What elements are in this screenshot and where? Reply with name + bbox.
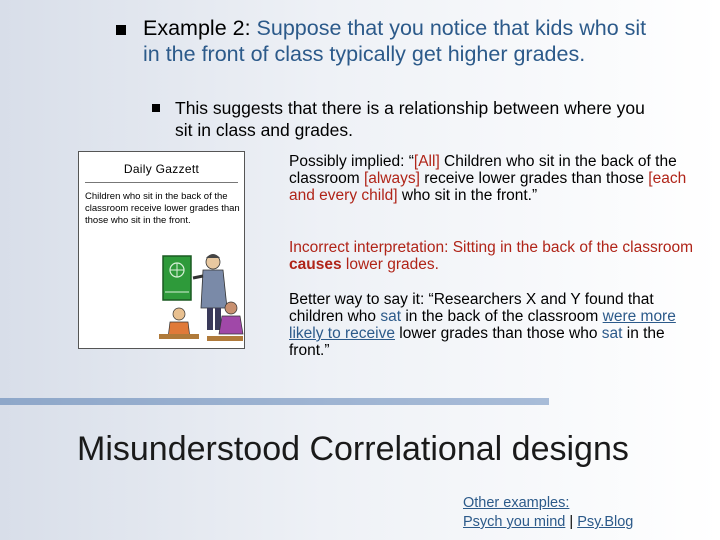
possibly-implied-text [289,153,709,204]
sat-emphasis: sat [380,308,402,325]
causes-emphasis: causes [289,256,342,273]
newspaper-text: Children who sit in the back of the classroom receive lower grades than those who sit in the front. [85,191,240,226]
qualifier-always: [always] [363,170,420,187]
text-run: lower grades. [341,256,439,273]
newspaper-divider [85,182,238,183]
bullet-square-icon [116,25,126,35]
text-run: receive lower grades than those [419,170,649,187]
likely-emphasis: were more likely to receive [289,308,676,342]
other-examples-link[interactable]: Other examples: [463,495,570,511]
slide-title: Misunderstood Correlational designs [77,430,629,468]
incorrect-interpretation-text [289,239,709,273]
text-run: Possibly implied: “ [289,153,414,170]
example-lead: Example 2: [143,16,257,40]
psy-blog-link[interactable]: Psy.Blog [577,514,634,530]
text-run: in the back of the classroom [401,308,603,325]
text-run: Incorrect interpretation: Sitting in the back of the classroom [289,239,694,256]
qualifier-all: [All] [413,153,440,170]
sub-bullet-square-icon [152,104,160,112]
sat-emphasis: sat [601,325,623,342]
footer-links [463,494,633,532]
text-run: Better way to say it: “Researchers X and Y found that children who [289,291,654,325]
text-run: who sit in the front.” [397,187,538,204]
section-divider [0,398,549,405]
newspaper-clipping [78,151,245,349]
relationship-bullet: This suggests that there is a relationship between where you sit in class and grades. [175,98,645,140]
example-bullet [143,15,653,67]
better-way-text [289,291,709,359]
classroom-clipart-icon [157,248,245,344]
newspaper-title: Daily Gazzett [123,162,200,176]
text-run: in the front.” [289,325,665,359]
example-body: Suppose that you notice that kids who sit in the front of class typically get higher grades. [143,16,647,66]
psych-you-mind-link[interactable]: Psych you mind [463,514,566,530]
text-run: Children who sit in the back of the classroom [289,153,677,187]
link-separator: | [569,514,574,530]
text-run: lower grades than those who [394,325,602,342]
qualifier-each-child: [each and every child] [289,170,687,204]
